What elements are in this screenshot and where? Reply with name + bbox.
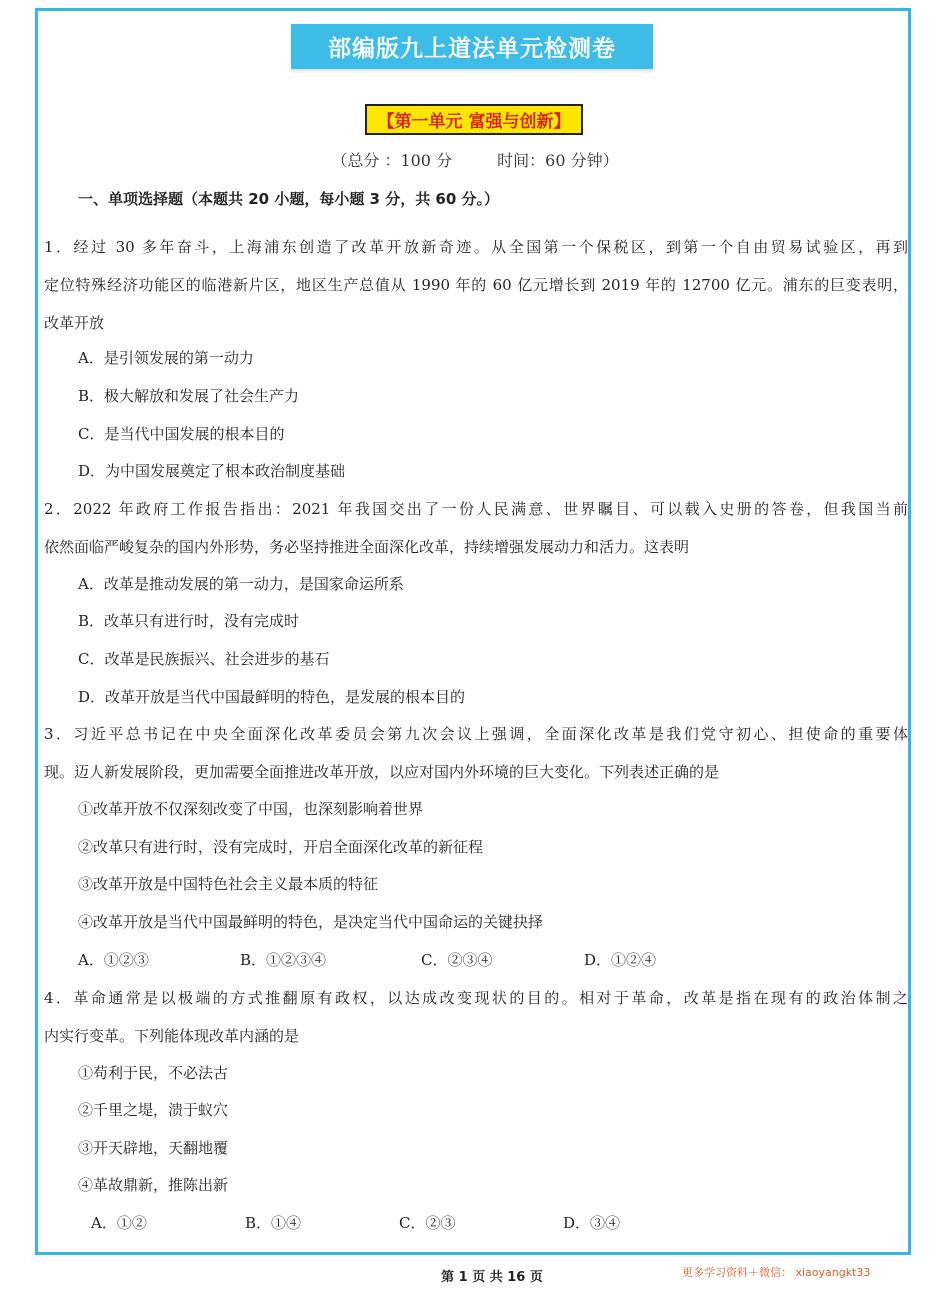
question-1-option-b: B．极大解放和发展了社会生产力 [78,387,300,405]
question-3-statement-2: ②改革只有进行时，没有完成时，开启全面深化改革的新征程 [78,838,484,856]
question-2-option-c: C．改革是民族振兴、社会进步的基石 [78,650,330,668]
question-3-choice-b: B．①②③④ [240,951,327,969]
exam-time: 时间：60 分钟） [497,151,619,170]
footer-note: 更多学习资料＋微信： xiaoyangkt33 [682,1266,871,1279]
question-1-stem-line-3: 改革开放 [44,314,105,332]
question-4-statement-4: ④革故鼎新，推陈出新 [78,1176,229,1194]
question-2-option-a: A．改革是推动发展的第一动力，是国家命运所系 [78,575,404,593]
question-3-statement-4: ④改革开放是当代中国最鲜明的特色，是决定当代中国命运的关键抉择 [78,913,544,931]
page-number: 第 1 页 共 16 页 [441,1270,543,1285]
question-4-choice-a: A．①② [91,1214,147,1232]
question-3-statement-1: ①改革开放不仅深刻改变了中国，也深刻影响着世界 [78,800,424,818]
question-2-option-b: B．改革只有进行时，没有完成时 [78,612,300,630]
question-4-choice-b: B．①④ [245,1214,302,1232]
question-4-statement-3: ③开天辟地，天翻地覆 [78,1139,229,1157]
question-3-choice-a: A．①②③ [78,951,149,969]
question-1-option-d: D．为中国发展奠定了根本政治制度基础 [78,462,346,480]
question-3-choice-d: D．①②④ [584,951,657,969]
question-4-choice-c: C．②③ [399,1214,456,1232]
question-2-option-d: D．改革开放是当代中国最鲜明的特色，是发展的根本目的 [78,688,466,706]
question-4-stem-line-2: 内实行变革。下列能体现改革内涵的是 [44,1027,300,1045]
question-4-statement-2: ②千里之堤，溃于蚁穴 [78,1101,229,1119]
question-3-stem-line-1: 3．习近平总书记在中央全面深化改革委员会第九次会议上强调，全面深化改革是我们党守初心、担使命的重要体 [44,725,908,743]
question-2-stem-line-1: 2．2022 年政府工作报告指出：2021 年我国交出了一份人民满意、世界瞩目、可以载入史册的答卷，但我国当前 [44,500,908,518]
exam-title-banner: 部编版九上道法单元检测卷 [291,24,653,69]
question-4-statement-1: ①苟利于民，不必法古 [78,1064,229,1082]
question-4-choice-d: D．③④ [563,1214,621,1232]
exam-meta [0,148,950,171]
question-2-stem-line-2: 依然面临严峻复杂的国内外形势，务必坚持推进全面深化改革，持续增强发展动力和活力。这表明 [44,538,690,556]
question-1-option-a: A．是引领发展的第一动力 [78,349,254,367]
question-3-choice-c: C．②③④ [421,951,493,969]
unit-title: 【第一单元 富强与创新】 [365,104,583,135]
question-1-stem-line-2: 定位特殊经济功能区的临港新片区，地区生产总值从 1990 年的 60 亿元增长到 2019 年的 12700 亿元。浦东的巨变表明， [44,276,908,294]
total-score: （总分 ：100 分 [331,151,453,170]
question-1-option-c: C．是当代中国发展的根本目的 [78,425,285,443]
section-title: 一、单项选择题（本题共 20 小题，每小题 3 分，共 60 分。） [78,190,500,208]
question-3-statement-3: ③改革开放是中国特色社会主义最本质的特征 [78,875,379,893]
question-3-stem-line-2: 现。迈人新发展阶段，更加需要全面推进改革开放，以应对国内外环境的巨大变化。下列表述正确的是 [44,763,720,781]
question-1-stem-line-1: 1．经过 30 多年奋斗，上海浦东创造了改革开放新奇迹。从全国第一个保税区，到第一个自由贸易试验区，再到 [44,238,908,256]
question-4-stem-line-1: 4．革命通常是以极端的方式推翻原有政权，以达成改变现状的目的。相对于革命，改革是指在现有的政治体制之 [44,989,908,1007]
